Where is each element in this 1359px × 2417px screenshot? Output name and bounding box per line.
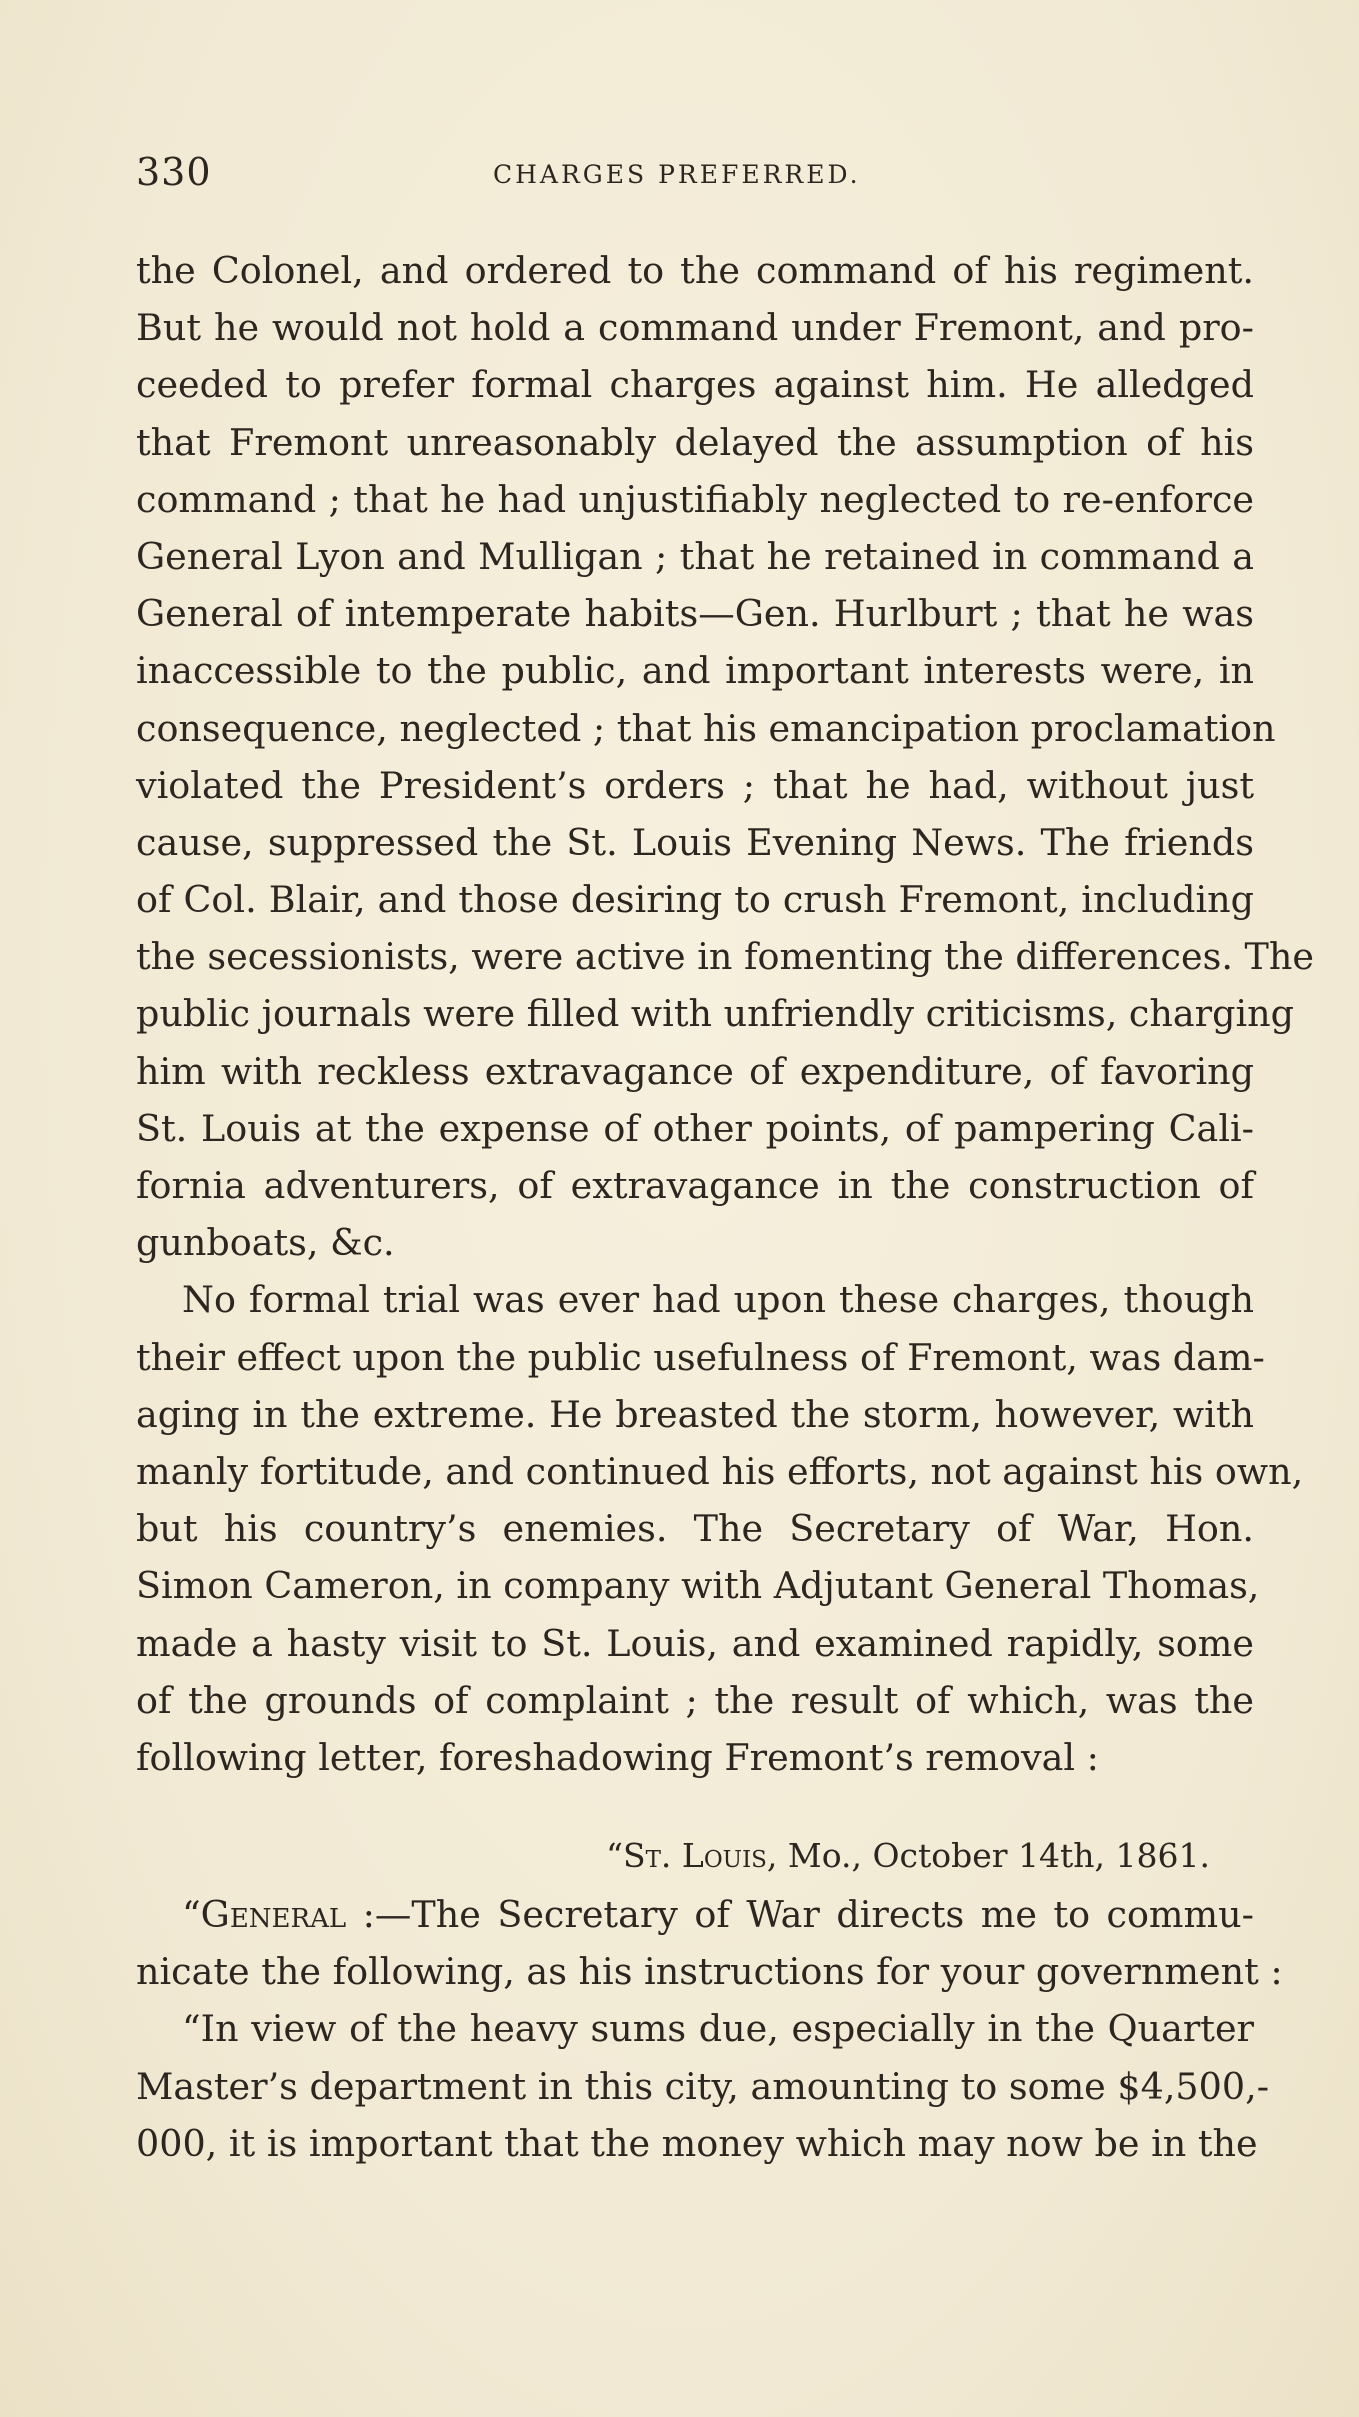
text-line: aging in the extreme. He breasted the storm, however, with	[136, 1392, 1254, 1436]
text-line: that Fremont unreasonably delayed the assumption of his	[136, 420, 1254, 464]
text-line: Simon Cameron, in company with Adjutant General Thomas,	[136, 1564, 1260, 1608]
text-line: “In view of the heavy sums due, especially in the Quarter	[182, 2007, 1254, 2051]
text-line: command ; that he had unjustifiably neglected to re-enforce	[136, 477, 1254, 521]
text-line: fornia adventurers, of extravagance in the construction of	[136, 1164, 1254, 1207]
text-line: the secessionists, were active in fomenting the differences. The	[136, 935, 1314, 979]
letter-dateline	[136, 1826, 1254, 1886]
text-line: General of intemperate habits—Gen. Hurlburt ; that he was	[136, 592, 1254, 636]
text-line: public journals were filled with unfriendly criticisms, charging	[136, 992, 1294, 1036]
section-gap	[136, 1786, 1254, 1826]
text-line: ceeded to prefer formal charges against him. He alledged	[136, 363, 1254, 407]
text-line: nicate the following, as his instructions for your government :	[136, 1950, 1283, 1994]
paragraph-1	[136, 242, 1314, 1271]
body-text	[136, 242, 1314, 2172]
text-line: following letter, foreshadowing Fremont’s removal :	[136, 1735, 1099, 1779]
letter	[136, 1826, 1283, 2172]
text-line: St. Louis at the expense of other points, of pampering Cali-	[136, 1106, 1254, 1150]
salutation-open-quote: “	[182, 1893, 201, 1937]
running-head: CHARGES PREFERRED.	[493, 160, 861, 189]
text-line: No formal trial was ever had upon these charges, though	[182, 1278, 1254, 1322]
salutation-rest: :—The Secretary of War directs me to commu-	[346, 1893, 1254, 1937]
text-line: but his country’s enemies. The Secretary of War, Hon.	[136, 1507, 1254, 1551]
text-line: gunboats, &c.	[136, 1221, 395, 1265]
text-line: manly fortitude, and continued his efforts, not against his own,	[136, 1449, 1304, 1493]
text-line: their effect upon the public usefulness of Fremont, was dam-	[136, 1335, 1265, 1379]
page-number: 330	[136, 150, 212, 194]
dateline-date: , Mo., October 14th, 1861.	[766, 1836, 1210, 1876]
dateline-place: St. Louis	[622, 1836, 767, 1876]
text-line: inaccessible to the public, and important interests were, in	[136, 649, 1254, 693]
text-line: Master’s department in this city, amounting to some $4,500,-	[136, 2064, 1270, 2108]
text-line: violated the President’s orders ; that he had, without just	[136, 763, 1254, 807]
text-line: But he would not hold a command under Fremont, and pro-	[136, 306, 1254, 350]
text-line: General Lyon and Mulligan ; that he retained in command a	[136, 534, 1254, 578]
dateline-open-quote: “	[606, 1836, 623, 1876]
text-line: cause, suppressed the St. Louis Evening News. The friends	[136, 820, 1254, 864]
text-line: him with reckless extravagance of expenditure, of favoring	[136, 1049, 1254, 1093]
text-line: of Col. Blair, and those desiring to crush Fremont, including	[136, 878, 1254, 922]
text-line: of the grounds of complaint ; the result of which, was the	[136, 1678, 1254, 1722]
letter-salutation-line	[136, 1886, 1254, 1943]
paragraph-2	[136, 1271, 1304, 1786]
text-line: 000, it is important that the money which may now be in the	[136, 2121, 1258, 2165]
salutation-word: General	[200, 1893, 347, 1937]
page-header	[136, 150, 1246, 210]
text-line: consequence, neglected ; that his emancipation proclamation	[136, 706, 1276, 750]
text-line: the Colonel, and ordered to the command of his regiment.	[136, 249, 1254, 292]
text-line: made a hasty visit to St. Louis, and examined rapidly, some	[136, 1621, 1254, 1665]
